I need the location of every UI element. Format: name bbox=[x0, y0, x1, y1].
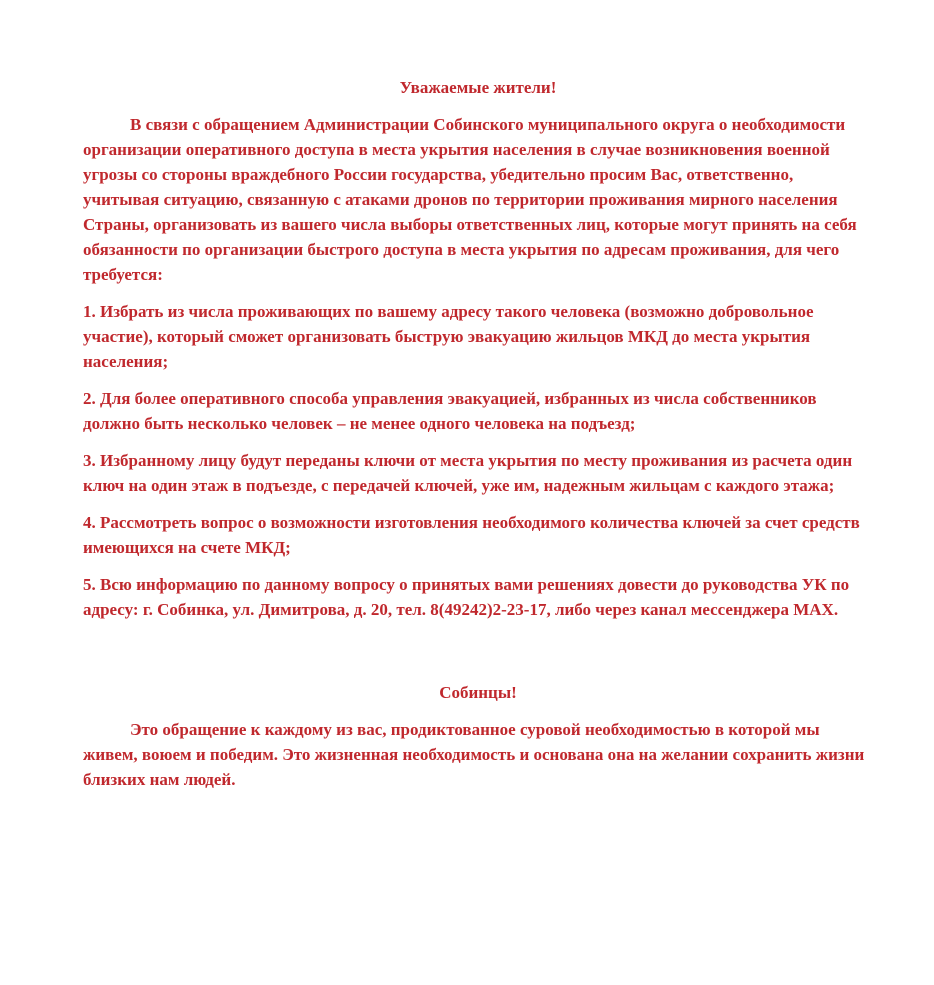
list-item: 4. Рассмотреть вопрос о возможности изготовления необходимого количества ключей за счет средств имеющихся на счете МКД; bbox=[83, 513, 860, 557]
list-item: 1. Избрать из числа проживающих по вашему адресу такого человека (возможно добровольное участие), который сможет организовать быструю эвакуацию жильцов МКД до места укрытия населения; bbox=[83, 302, 814, 371]
list-item: 5. Всю информацию по данному вопросу о принятых вами решениях довести до руководства УК по адресу: г. Собинка, ул. Димитрова, д. 20, тел. 8(49242)2-23-17, либо через канал мессенджера MAX. bbox=[83, 575, 850, 619]
closing-heading: Собинцы! bbox=[439, 683, 517, 702]
list-item: 2. Для более оперативного способа управления эвакуацией, избранных из числа собственников должно быть несколько человек – не менее одного человека на подъезд; bbox=[83, 389, 817, 433]
list-item: 3. Избранному лицу будут переданы ключи от места укрытия по месту проживания из расчета один ключ на один этаж в подъезде, с передачей ключей, уже им, надежным жильцам с каждого этажа; bbox=[83, 451, 853, 495]
letter-body bbox=[83, 75, 873, 804]
closing-paragraph: Это обращение к каждому из вас, продиктованное суровой необходимостью в которой мы живем, воюем и победим. Это жизненная необходимость и основана она на желании сохранить жизни близких нам людей. bbox=[83, 720, 865, 789]
greeting-heading: Уважаемые жители! bbox=[399, 78, 557, 97]
intro-paragraph: В связи с обращением Администрации Собинского муниципального округа о необходимости организации оперативного доступа в места укрытия населения в случае возникновения военной угрозы со стороны враждебного России государства, убедительно просим Вас, ответственно, учитывая ситуацию, связанную с атаками дронов по территории проживания мирного населения Страны, организовать из вашего числа выборы ответственных лиц, которые могут принять на себя обязанности по организации быстрого доступа в места укрытия по адресам проживания, для чего требуется: bbox=[83, 115, 857, 284]
section-spacer bbox=[83, 634, 873, 680]
